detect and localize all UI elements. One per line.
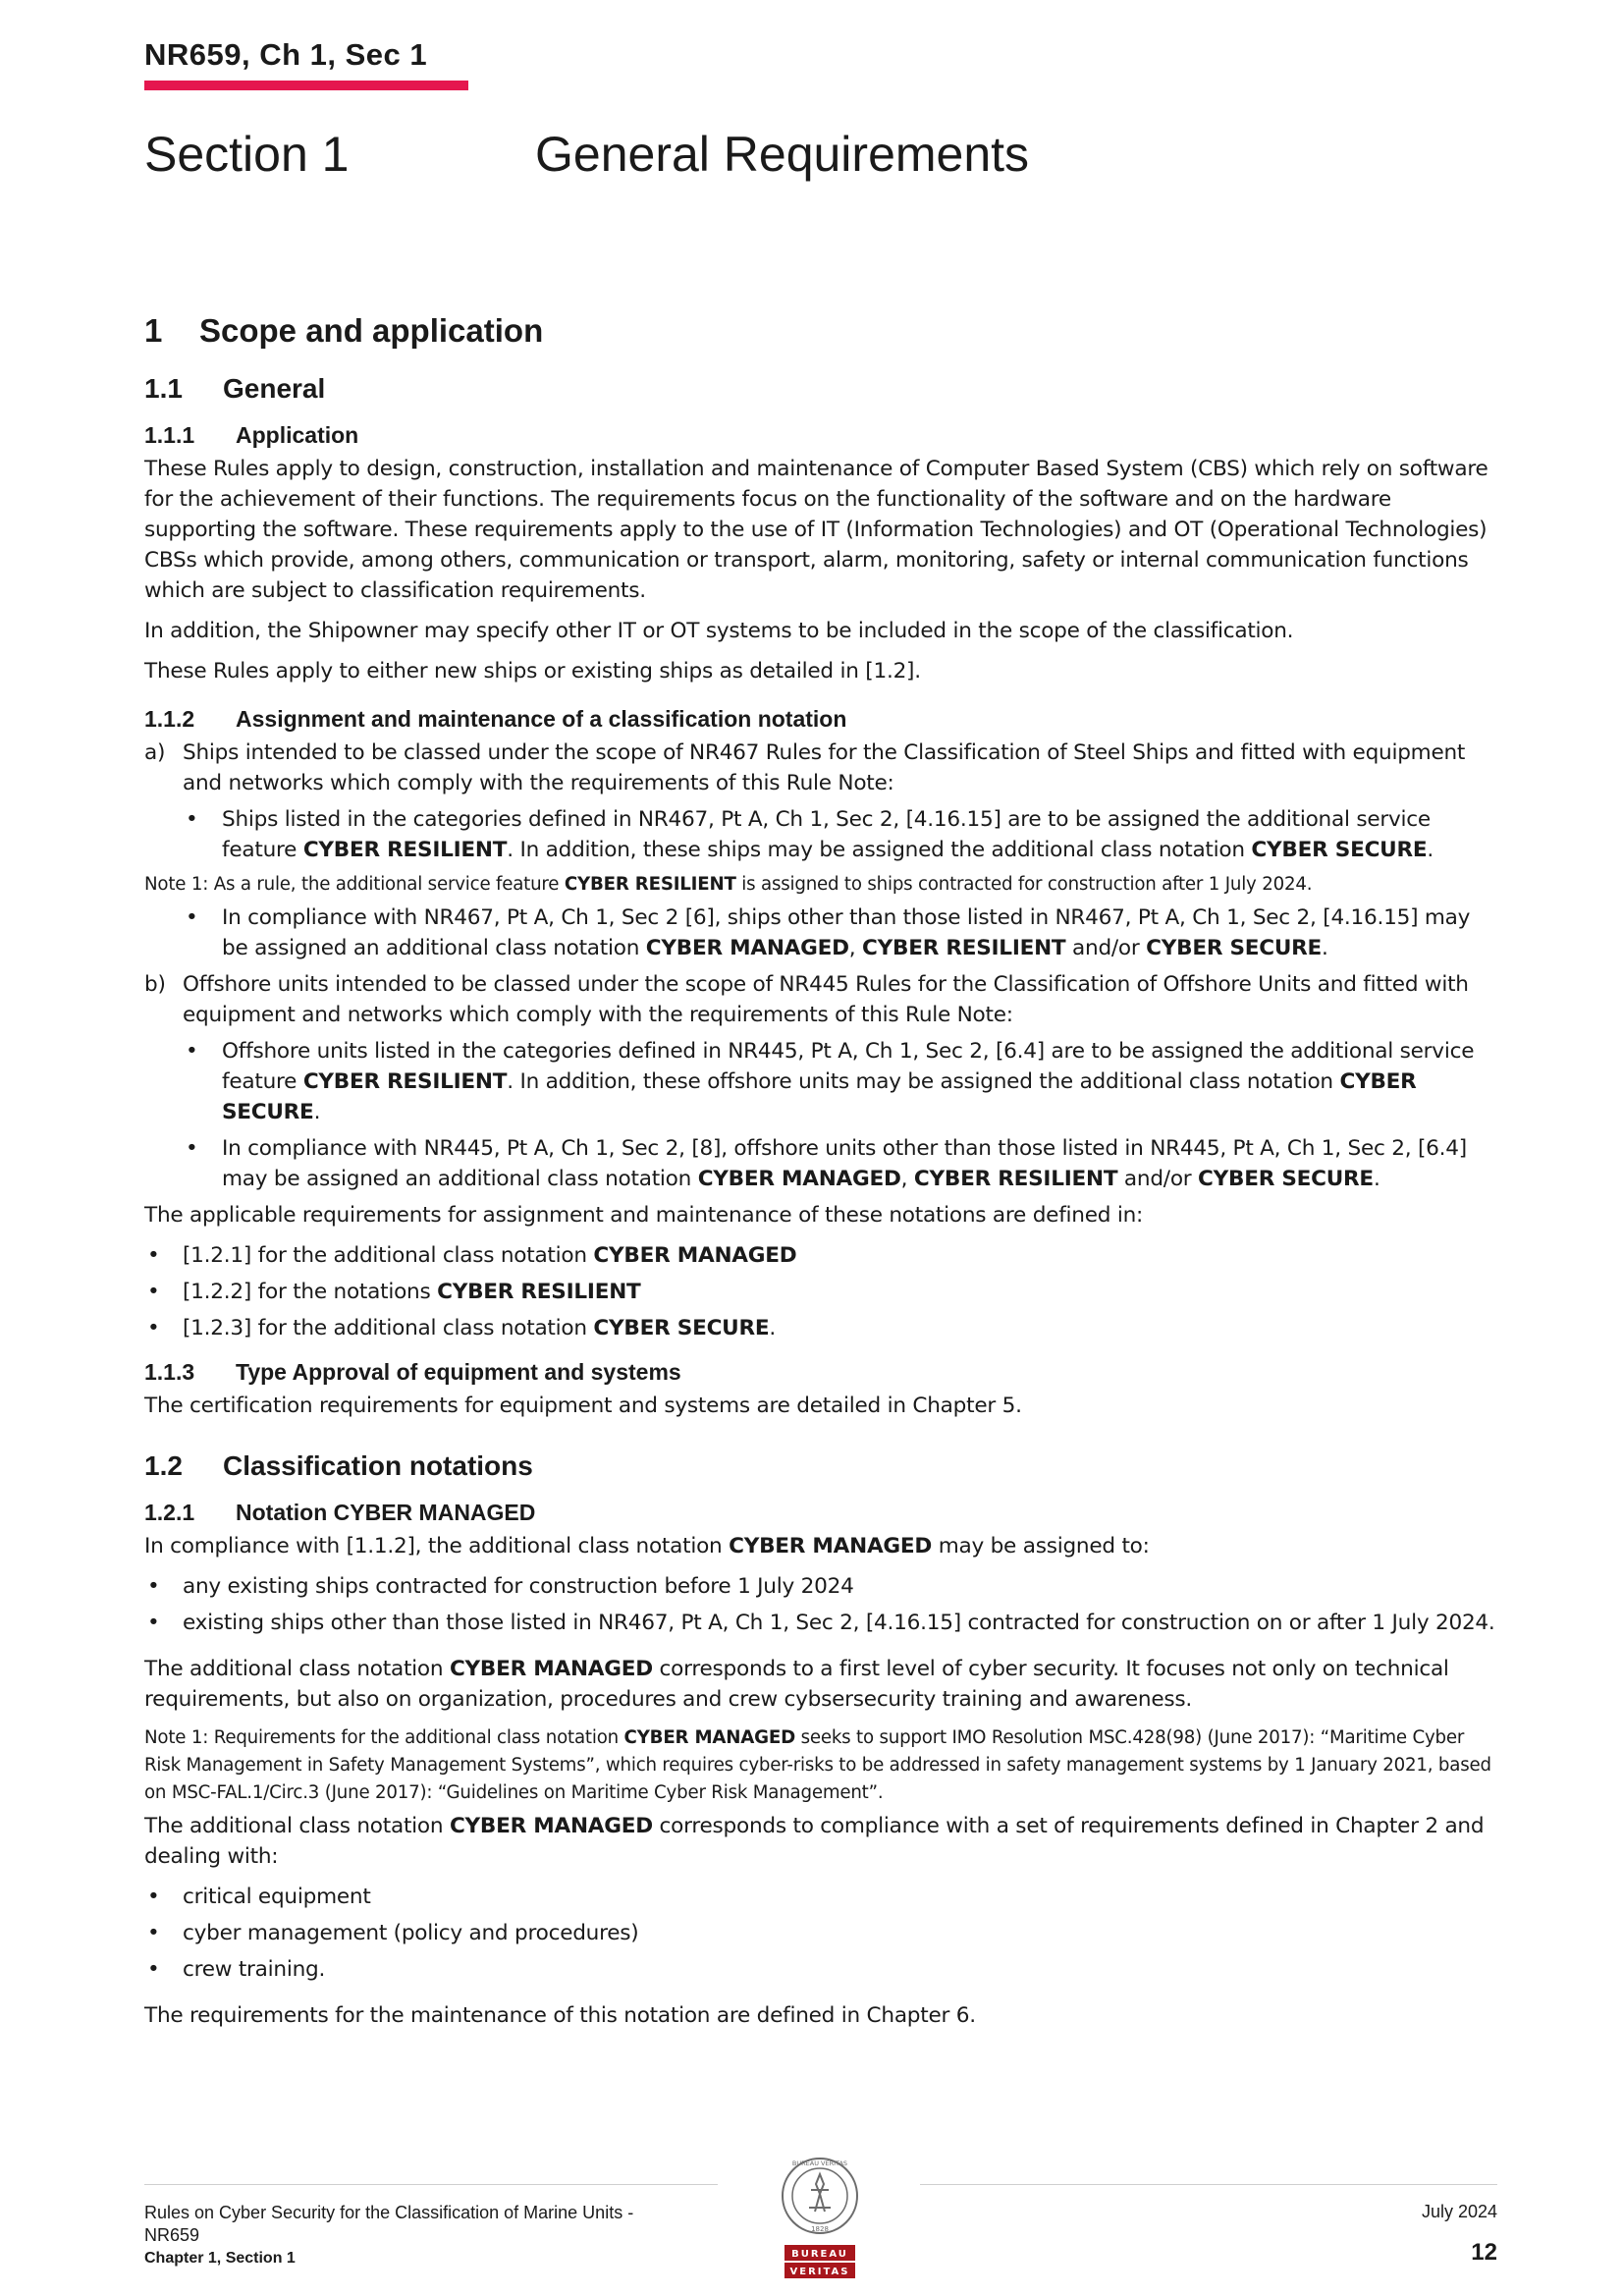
heading-text: Classification notations — [223, 1450, 533, 1481]
logo-year: 1828 — [811, 2225, 829, 2233]
paragraph: These Rules apply to design, construction, installation and maintenance of Computer Based System (CBS) which rely on software for the achievement of their functions. The requirements focus on the functionality of the software and on the hardware supporting the software. These requirements apply to the use of IT (Information Technologies) and OT (Operational Technologies) CBSs which provide, among others, communication or transport, alarm, monitoring, safety or internal communication functions which are subject to classification requirements. — [144, 457, 1488, 603]
bullet-glyph: • — [147, 1957, 160, 1982]
paragraph: The applicable requirements for assignment and maintenance of these notations are defined in: — [144, 1203, 1144, 1228]
section-number: Section 1 — [144, 127, 350, 182]
list-item-b — [144, 969, 1497, 1030]
footer-date: July 2024 — [1421, 2202, 1497, 2221]
heading-text: Assignment and maintenance of a classification notation — [236, 706, 847, 732]
bullet-glyph: • — [147, 1574, 160, 1599]
list-item-a — [144, 738, 1497, 798]
bullet-glyph: • — [147, 1280, 160, 1304]
note-text: Note 1: Requirements for the additional class notation CYBER MANAGED seeks to support IMO Resolution MSC.428(98) (June 2017): “Maritime Cyber Risk Management in Safety Management Systems”, which requires cyber-risks to be addressed in safety management systems by 1 January 2021, based on MSC-FAL.1/Circ.3 (June 2017): “Guidelines on Maritime Cyber Risk Management”. — [144, 1727, 1491, 1803]
footer-chapter: Chapter 1, Section 1 — [144, 2250, 296, 2267]
footer-title-line: Rules on Cyber Security for the Classification of Marine Units - — [144, 2203, 634, 2222]
bullet-glyph: • — [147, 1921, 160, 1945]
bullet-glyph: • — [186, 1039, 198, 1064]
heading-text: Notation CYBER MANAGED — [236, 1500, 536, 1525]
footer-divider — [144, 2184, 718, 2185]
bullet-item: • [1.2.3] for the additional class notation CYBER SECURE. — [144, 1313, 1497, 1343]
heading-number: 1.2.1 — [144, 1500, 195, 1525]
paragraph: The additional class notation CYBER MANAGED corresponds to a first level of cyber security. It focuses not only on technical requirements, but also on organization, procedures and crew cybsersecurity training and awareness. — [144, 1657, 1449, 1712]
paragraph: The certification requirements for equipment and systems are detailed in Chapter 5. — [144, 1394, 1022, 1418]
paragraph: In compliance with [1.1.2], the additional class notation CYBER MANAGED may be assigned to: — [144, 1534, 1150, 1558]
bullet-item: • critical equipment — [144, 1882, 1497, 1912]
note-text: Note 1: As a rule, the additional service feature CYBER RESILIENT is assigned to ships contracted for construction after 1 July 2024. — [144, 874, 1313, 895]
heading-type-approval — [144, 1359, 1497, 1386]
heading-number: 1.1 — [144, 373, 183, 404]
logo-word-bureau: BUREAU — [791, 2249, 848, 2260]
bureau-veritas-logo — [772, 2151, 868, 2288]
document-body — [144, 312, 1497, 2041]
list-text: Ships intended to be classed under the scope of NR467 Rules for the Classification of Steel Ships and fitted with equipment and networks which comply with the requirements of this Rule Note: — [183, 740, 1466, 795]
bullet-glyph: • — [147, 1243, 160, 1268]
logo-figure — [809, 2174, 831, 2212]
heading-number: 1.2 — [144, 1450, 183, 1481]
bullet-glyph: • — [147, 1611, 160, 1635]
document-reference: NR659, Ch 1, Sec 1 — [144, 37, 428, 72]
bullet-item: • existing ships other than those listed in NR467, Pt A, Ch 1, Sec 2, [4.16.15] contracted for construction on or after 1 July 2024. — [144, 1608, 1497, 1638]
heading-scope — [144, 312, 1497, 350]
heading-text: Application — [236, 422, 359, 448]
bullet-item: • Offshore units listed in the categories defined in NR445, Pt A, Ch 1, Sec 2, [6.4] are to be assigned the additional service feature CYBER RESILIENT. In addition, these offshore units may be assigned the additional class notation CYBER SECURE. — [144, 1036, 1497, 1127]
heading-cyber-managed — [144, 1500, 1497, 1526]
paragraph: The requirements for the maintenance of this notation are defined in Chapter 6. — [144, 2003, 976, 2028]
heading-text: General — [223, 373, 326, 404]
paragraph: These Rules apply to either new ships or existing ships as detailed in [1.2]. — [144, 659, 921, 683]
list-label: b) — [144, 972, 166, 997]
heading-assignment — [144, 706, 1497, 733]
footer-document-title — [144, 2202, 633, 2269]
heading-number: 1 — [144, 312, 163, 349]
list-text: Offshore units intended to be classed under the scope of NR445 Rules for the Classification of Offshore Units and fitted with equipment and networks which comply with the requirements of this Rule Note: — [183, 972, 1469, 1027]
header-accent-bar — [144, 81, 468, 90]
bullet-glyph: • — [186, 905, 198, 930]
heading-number: 1.1.3 — [144, 1359, 195, 1385]
heading-number: 1.1.1 — [144, 422, 195, 448]
bullet-glyph: • — [186, 1136, 198, 1161]
bullet-item: • [1.2.2] for the notations CYBER RESILIENT — [144, 1277, 1497, 1307]
heading-number: 1.1.2 — [144, 706, 195, 732]
logo-word-veritas: VERITAS — [789, 2267, 850, 2277]
list-label: a) — [144, 740, 166, 765]
bullet-item: • In compliance with NR445, Pt A, Ch 1, Sec 2, [8], offshore units other than those listed in NR445, Pt A, Ch 1, Sec 2, [6.4] may be assigned an additional class notation CYBER MANAGED, CYBER RESILIENT and/or CYBER SECURE. — [144, 1133, 1497, 1194]
heading-text: Type Approval of equipment and systems — [236, 1359, 681, 1385]
footer-divider — [920, 2184, 1497, 2185]
bullet-glyph: • — [186, 807, 198, 832]
heading-general — [144, 373, 1497, 405]
bullet-item: • crew training. — [144, 1954, 1497, 1985]
bullet-item: • any existing ships contracted for construction before 1 July 2024 — [144, 1571, 1497, 1602]
page-number: 12 — [1471, 2239, 1497, 2266]
section-title: General Requirements — [535, 127, 1030, 182]
paragraph: In addition, the Shipowner may specify other IT or OT systems to be included in the scope of the classification. — [144, 619, 1294, 643]
bullet-glyph: • — [147, 1885, 160, 1909]
bullet-glyph: • — [147, 1316, 160, 1340]
bullet-item: • cyber management (policy and procedures) — [144, 1918, 1497, 1948]
bullet-item: • Ships listed in the categories defined in NR467, Pt A, Ch 1, Sec 2, [4.16.15] are to be assigned the additional service feature CYBER RESILIENT. In addition, these ships may be assigned the additional class notation CYBER SECURE. — [144, 804, 1497, 865]
heading-classification-notations — [144, 1450, 1497, 1482]
heading-application — [144, 422, 1497, 449]
bullet-item: • In compliance with NR467, Pt A, Ch 1, Sec 2 [6], ships other than those listed in NR467, Pt A, Ch 1, Sec 2, [4.16.15] may be assigned an additional class notation CYBER MANAGED, CYBER RESILIENT and/or CYBER SECURE. — [144, 902, 1497, 963]
footer-title-line: NR659 — [144, 2225, 200, 2245]
paragraph: The additional class notation CYBER MANAGED corresponds to compliance with a set of requirements defined in Chapter 2 and dealing with: — [144, 1814, 1485, 1869]
logo-ring-text: BUREAU VERITAS — [791, 2159, 848, 2167]
heading-text: Scope and application — [199, 312, 544, 349]
bullet-item: • [1.2.1] for the additional class notation CYBER MANAGED — [144, 1240, 1497, 1271]
